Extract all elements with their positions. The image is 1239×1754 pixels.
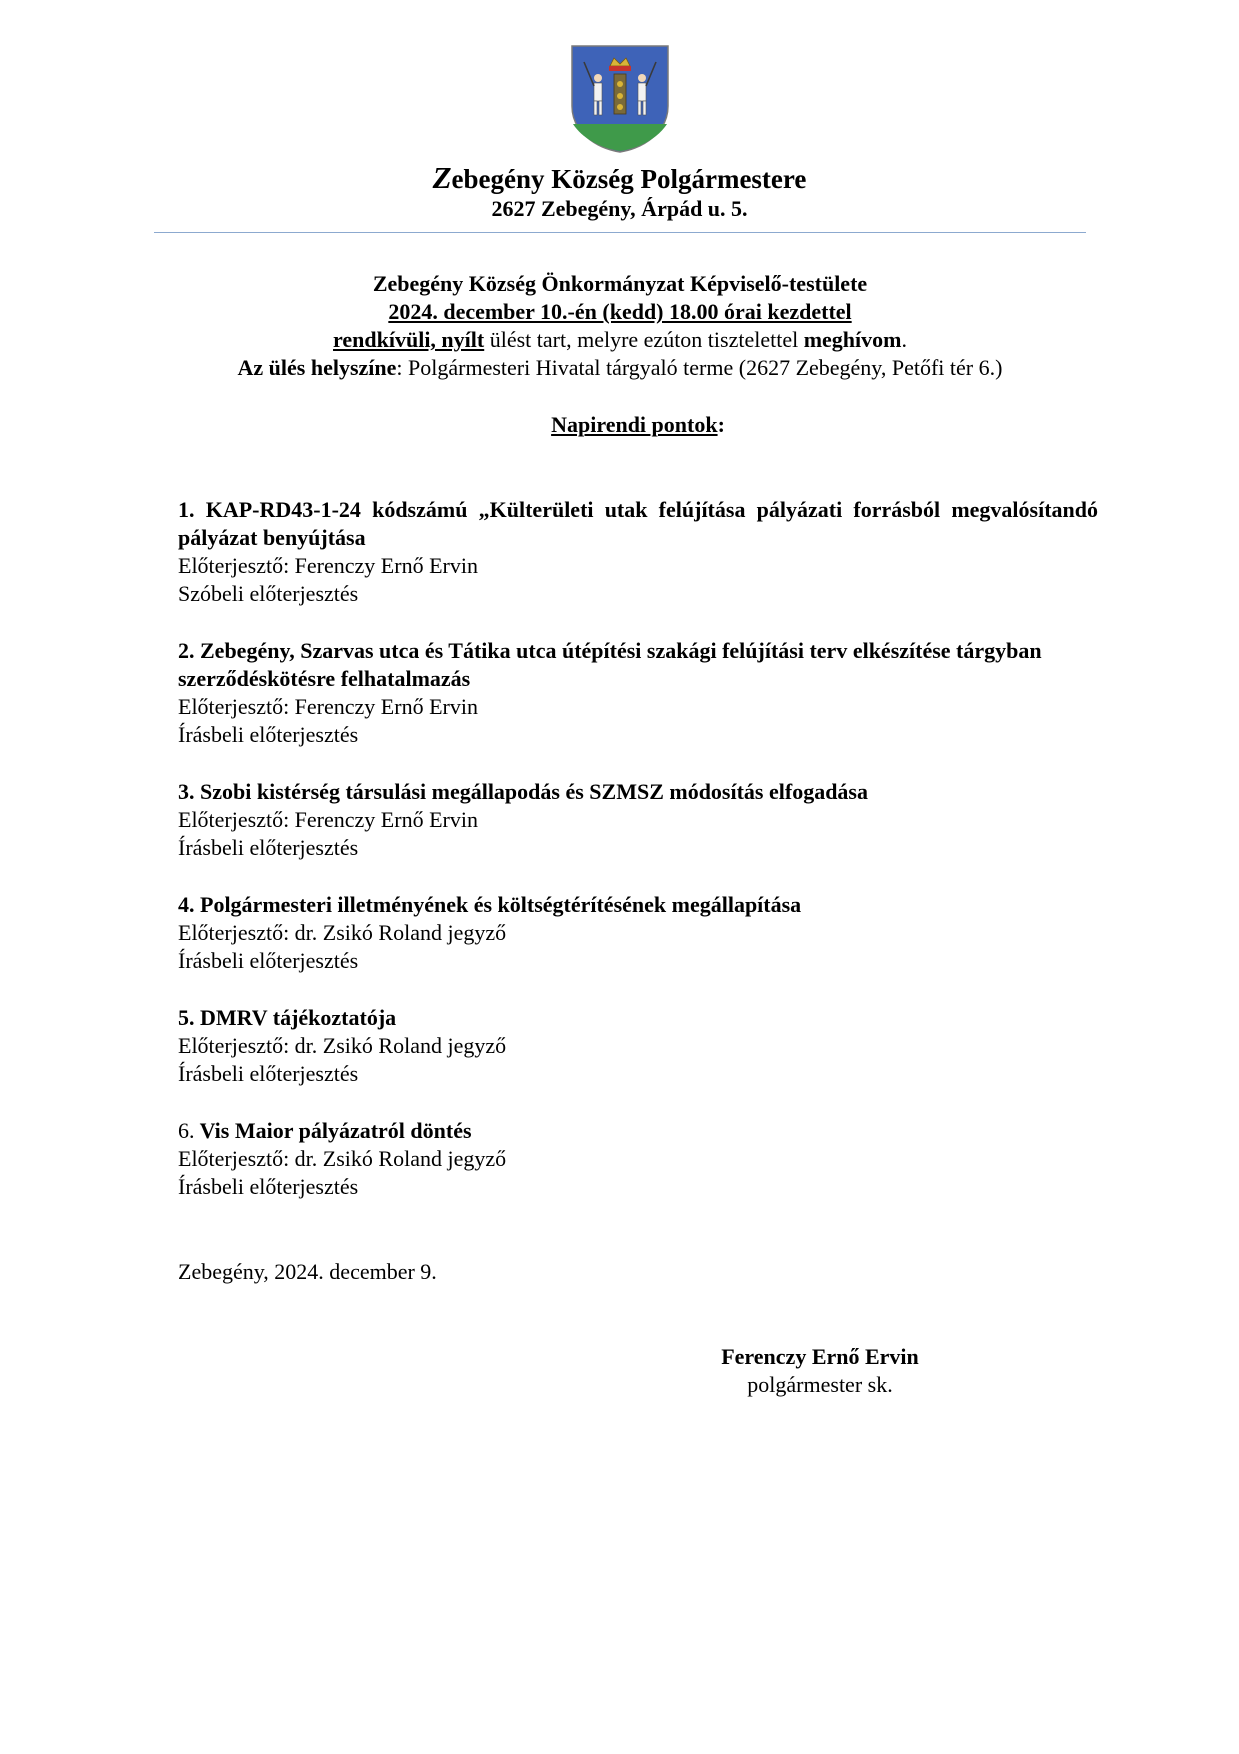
- agenda-item-title: [178, 891, 1098, 919]
- agenda-item-number: 4.: [178, 892, 195, 917]
- agenda-item-proposal-type: Írásbeli előterjesztés: [178, 835, 359, 860]
- agenda-item-presenter: Előterjesztő: Ferenczy Ernő Ervin: [178, 553, 478, 578]
- agenda-item-number: 6.: [178, 1118, 195, 1143]
- agenda-item-proposal-type: Írásbeli előterjesztés: [178, 1061, 359, 1086]
- organization-name-rest: ebegény Község Polgármestere: [451, 164, 807, 194]
- invite-word: meghívom: [803, 327, 902, 352]
- zebegeny-coat-of-arms-icon: [570, 44, 670, 154]
- agenda-item-proposal-type: Írásbeli előterjesztés: [178, 722, 359, 747]
- agenda-item-presenter: Előterjesztő: dr. Zsikó Roland jegyző: [178, 920, 507, 945]
- agenda-item-title-text: KAP-RD43-1-24 kódszámú „Külterületi utak felújítása pályázati forrásból megvalósítandó pályázat benyújtása: [178, 497, 1099, 550]
- meeting-datetime: 2024. december 10.-én (kedd) 18.00 órai kezdettel: [388, 299, 852, 324]
- agenda-item-proposal-type: Írásbeli előterjesztés: [178, 948, 359, 973]
- agenda-item-title-text: DMRV tájékoztatója: [200, 1005, 397, 1030]
- council-name: Zebegény Község Önkormányzat Képviselő-testülete: [372, 271, 868, 296]
- organization-name-initial: Z: [432, 160, 452, 195]
- header-divider: [154, 232, 1086, 233]
- agenda-item: [178, 891, 1098, 975]
- agenda-item-presenter: Előterjesztő: Ferenczy Ernő Ervin: [178, 807, 478, 832]
- agenda-item-title-text: Vis Maior pályázatról döntés: [199, 1118, 472, 1143]
- agenda-item-title: [178, 496, 1098, 552]
- agenda-item-title-text: Polgármesteri illetményének és költségtérítésének megállapítása: [200, 892, 802, 917]
- agenda-list: [178, 496, 1098, 1230]
- agenda-item-presenter: Előterjesztő: dr. Zsikó Roland jegyző: [178, 1146, 507, 1171]
- session-line: [150, 326, 1090, 354]
- agenda-item-title: [178, 1117, 1098, 1145]
- agenda-item-title: [178, 637, 1098, 693]
- location-line: [150, 354, 1090, 382]
- agenda-heading: [0, 411, 1239, 439]
- agenda-heading-colon: :: [717, 412, 725, 437]
- agenda-item-title-text: Zebegény, Szarvas utca és Tátika utca útépítési szakági felújítási terv elkészítése tárgyban szerződéskötésre felhatalmazás: [178, 638, 1042, 691]
- agenda-item: [178, 496, 1098, 608]
- agenda-item-title: [178, 778, 1098, 806]
- location-label: Az ülés helyszíne: [237, 355, 397, 380]
- agenda-item: [178, 1004, 1098, 1088]
- agenda-heading-text: Napirendi pontok: [551, 412, 718, 437]
- agenda-item-proposal-type: Szóbeli előterjesztés: [178, 581, 359, 606]
- agenda-item: [178, 637, 1098, 749]
- agenda-item-number: 3.: [178, 779, 195, 804]
- agenda-item-title: [178, 1004, 1098, 1032]
- location-value: : Polgármesteri Hivatal tárgyaló terme (2627 Zebegény, Petőfi tér 6.): [396, 355, 1003, 380]
- agenda-item-proposal-type: Írásbeli előterjesztés: [178, 1174, 359, 1199]
- organization-address: 2627 Zebegény, Árpád u. 5.: [491, 196, 748, 221]
- agenda-item-title-text: Szobi kistérség társulási megállapodás és SZMSZ módosítás elfogadása: [200, 779, 868, 804]
- invite-end: .: [901, 327, 907, 352]
- agenda-item: [178, 778, 1098, 862]
- agenda-item-number: 2.: [178, 638, 195, 663]
- signature-block: [640, 1343, 1000, 1399]
- session-type: rendkívüli, nyílt: [333, 327, 485, 352]
- agenda-item-number: 5.: [178, 1005, 195, 1030]
- agenda-item: [178, 1117, 1098, 1201]
- session-text: ülést tart, melyre ezúton tisztelettel: [484, 327, 804, 352]
- agenda-item-presenter: Előterjesztő: dr. Zsikó Roland jegyző: [178, 1033, 507, 1058]
- signatory-name: Ferenczy Ernő Ervin: [721, 1344, 919, 1369]
- agenda-item-number: 1.: [178, 497, 195, 522]
- signatory-role: polgármester sk.: [747, 1372, 893, 1397]
- organization-name: [0, 162, 1239, 195]
- invitation-intro: [150, 270, 1090, 382]
- place-and-date: Zebegény, 2024. december 9.: [178, 1259, 437, 1284]
- agenda-item-presenter: Előterjesztő: Ferenczy Ernő Ervin: [178, 694, 478, 719]
